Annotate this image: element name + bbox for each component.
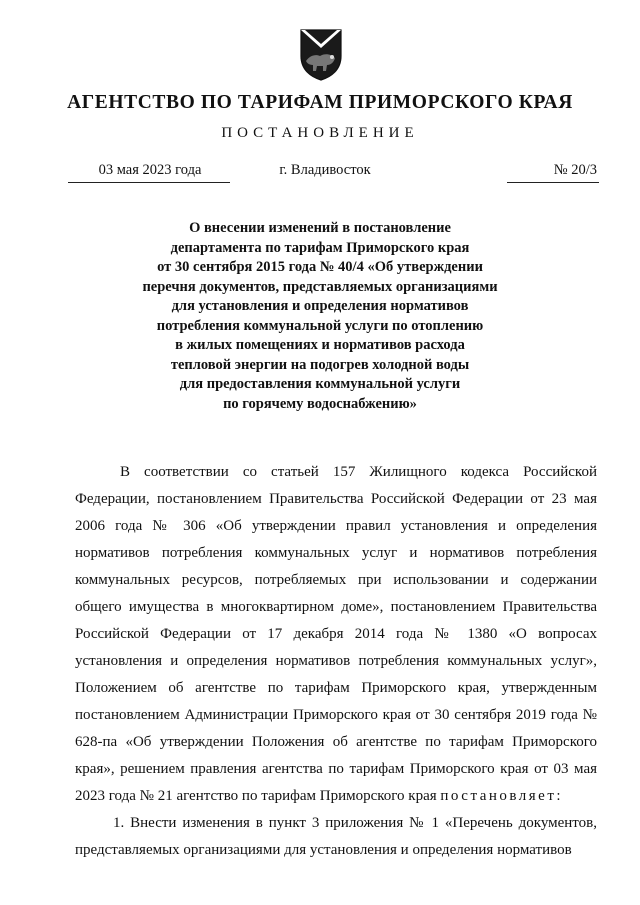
primorsky-krai-coat-of-arms-icon: [298, 26, 344, 82]
preamble-text: В соответствии со статьей 157 Жилищного кодекса Российской Федерации, постановлением Правительства Российской Федерации от 23 мая 2006 года № 306 «Об утверждении правил установления и определения нормативов потребления коммунальных услуг и нормативов потребления коммунальных ресурсов, потребляемых при использовании и содержании общего имущества в многоквартирном доме», постановлением Правительства Российской Федерации от 17 декабря 2014 года № 1380 «О вопросах установления и определения нормативов потребления коммунальных услуг», Положением об агентстве по тарифам Приморского края, утвержденным постановлением Администрации Приморского края от 30 сентября 2019 года № 628-па «Об утверждении Положения об агентстве по тарифам Приморского края», решением правления агентства по тарифам Приморского края от 03 мая 2023 года № 21 агентство по тарифам Приморского края: [75, 464, 597, 804]
document-date: 03 мая 2023 года: [98, 162, 202, 178]
title-line: департамента по тарифам Приморского края: [170, 239, 470, 256]
document-number: № 20/3: [553, 162, 597, 178]
item-1-paragraph: 1. Внести изменения в пункт 3 приложения № 1 «Перечень документов, представляемых организациями для установления и определения нормативов: [75, 815, 597, 858]
document-type: ПОСТАНОВЛЕНИЕ: [221, 125, 419, 141]
preamble-paragraph: [75, 459, 597, 810]
date-underline: [68, 182, 230, 183]
document-title: [60, 219, 580, 414]
agency-name: АГЕНТСТВО ПО ТАРИФАМ ПРИМОРСКОГО КРАЯ: [67, 92, 573, 113]
title-line: в жилых помещениях и нормативов расхода: [175, 337, 465, 353]
title-line: для установления и определения нормативов: [171, 298, 469, 314]
title-line: тепловой энергии на подогрев холодной воды: [170, 356, 470, 373]
title-line: потребления коммунальной услуги по отоплению: [156, 317, 484, 334]
title-line: для предоставления коммунальной услуги: [179, 376, 461, 392]
title-line: О внесении изменений в постановление: [189, 220, 451, 236]
title-line: перечня документов, представляемых организациями: [142, 278, 498, 295]
document-city: г. Владивосток: [279, 162, 371, 178]
number-underline: [507, 182, 599, 183]
title-line: от 30 сентября 2015 года № 40/4 «Об утверждении: [157, 259, 483, 275]
document-body: [75, 459, 597, 864]
decree-word: постановляет:: [440, 788, 564, 804]
title-line: по горячему водоснабжению»: [223, 395, 417, 412]
